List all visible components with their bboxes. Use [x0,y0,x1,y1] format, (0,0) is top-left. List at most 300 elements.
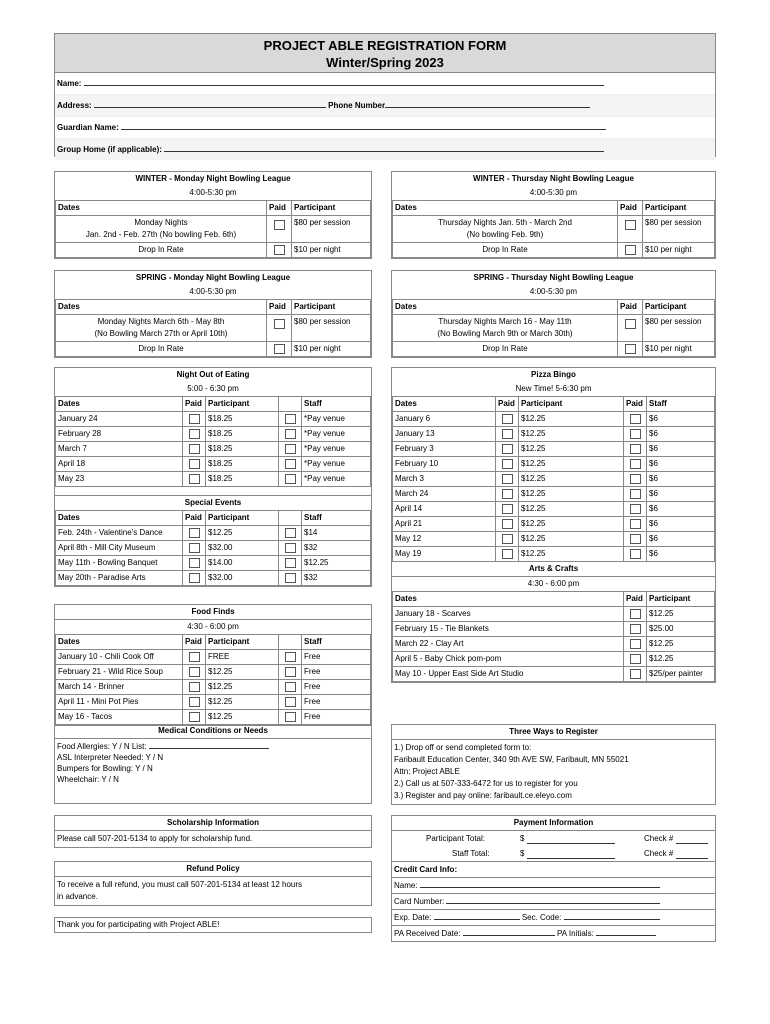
table-row [56,216,267,243]
row-date: May 11th - Bowling Banquet [56,556,183,571]
col-paid: Paid [183,397,206,412]
section-title: Scholarship Information [166,818,259,827]
refund-policy [54,861,372,906]
row-staff-price: Free [302,650,371,665]
row-participant-price: $12.25 [519,517,624,532]
row-staff-price: $6 [647,547,715,562]
row-staff-price: $6 [647,532,715,547]
paid-checkbox[interactable] [285,573,296,583]
section-title: Special Events [55,495,371,510]
row-date: February 3 [393,442,496,457]
wheelchair-line: Wheelchair: Y / N [57,775,119,784]
paid-checkbox[interactable] [274,220,285,230]
paid-checkbox[interactable] [285,712,296,722]
table-row [393,547,715,562]
paid-checkbox[interactable] [285,558,296,568]
row-participant-price: $12.25 [519,487,624,502]
col-paid: Paid [267,300,292,315]
paid-checkbox[interactable] [285,429,296,439]
paid-checkbox[interactable] [285,652,296,662]
row-date: March 3 [393,472,496,487]
dollar-sign: $ [520,834,525,843]
row-participant-price: $12.25 [647,637,715,652]
table-row [393,652,715,667]
row-date: Thursday Nights March 16 - May 11th [438,317,572,326]
row-participant-price: $18.25 [206,412,279,427]
pa-initials-field[interactable] [596,926,656,936]
table-row [56,680,371,695]
table-row [56,457,371,472]
table-row [393,216,618,243]
paid-checkbox[interactable] [274,344,285,354]
col-dates: Dates [56,635,183,650]
row-staff-price: $6 [647,502,715,517]
row-date: May 10 - Upper East Side Art Studio [393,667,624,682]
table-row [393,607,715,622]
paid-checkbox[interactable] [285,682,296,692]
pa-row [392,925,715,941]
medical-conditions [54,724,372,804]
paid-checkbox[interactable] [274,319,285,329]
paid-checkbox[interactable] [189,528,200,538]
col-participant: Participant [292,201,371,216]
row-participant-price: $12.25 [519,442,624,457]
paid-checkbox[interactable] [630,459,641,469]
row-date: April 14 [393,502,496,517]
row-participant-price: $32.00 [206,541,279,556]
table-row [393,502,715,517]
form-subtitle: Winter/Spring 2023 [326,55,444,70]
row-participant-price: $12.25 [206,680,279,695]
paid-checkbox[interactable] [502,489,513,499]
col-participant: Participant [292,300,371,315]
section-time: New Time! 5-6:30 pm [515,384,592,393]
row-date: April 8th - Mill City Museum [56,541,183,556]
cc-name-row [392,877,715,893]
paid-checkbox[interactable] [502,504,513,514]
paid-checkbox[interactable] [502,519,513,529]
section-time: 4:30 - 6:00 pm [392,576,715,591]
row-date: Monday Nights March 6th - May 8th [97,317,225,326]
paid-checkbox[interactable] [630,504,641,514]
paid-checkbox[interactable] [285,543,296,553]
paid-checkbox[interactable] [630,474,641,484]
col-paid: Paid [496,397,519,412]
register-step-3: 3.) Register and pay online: faribault.ce.eleyo.com [394,791,572,800]
row-staff-price: $32 [302,571,371,586]
row-participant-price: $18.25 [206,442,279,457]
col-paid: Paid [624,397,647,412]
paid-checkbox[interactable] [285,414,296,424]
col-paid: Paid [267,201,292,216]
participant-total-label: Participant Total: [426,834,485,843]
row-participant-price: $12.25 [519,457,624,472]
group-home-label: Group Home (if applicable): [57,145,162,154]
row-staff-price: *Pay venue [302,427,371,442]
row-price: $10 per night [292,243,371,258]
pizza-bingo [391,367,716,683]
paid-checkbox[interactable] [625,344,636,354]
paid-checkbox[interactable] [285,474,296,484]
paid-checkbox[interactable] [189,429,200,439]
row-participant-price: $12.25 [519,412,624,427]
row-staff-price: *Pay venue [302,457,371,472]
row-date: April 11 - Mini Pot Pies [56,695,183,710]
row-participant-price: $12.25 [519,532,624,547]
dollar-sign: $ [520,849,525,858]
section-title: Arts & Crafts [528,564,579,573]
paid-checkbox[interactable] [189,558,200,568]
row-date-note: (No Bowling March 27th or April 10th) [94,329,228,338]
table-row [56,695,371,710]
payment-info [391,815,716,942]
section-time: 4:00-5:30 pm [189,188,237,197]
address-row [55,95,715,117]
row-date: February 10 [393,457,496,472]
refund-text: To receive a full refund, you must call 507-201-5134 at least 12 hours [57,880,303,889]
section-title: Medical Conditions or Needs [158,726,268,735]
row-date: May 12 [393,532,496,547]
blank-col [279,511,302,526]
row-date: April 21 [393,517,496,532]
asl-line: ASL Interpreter Needed: Y / N [57,753,164,762]
paid-checkbox[interactable] [502,414,513,424]
scholarship-text: Please call 507-201-5134 to apply for scholarship fund. [55,830,371,847]
row-date: Monday Nights [134,218,188,227]
paid-checkbox[interactable] [630,624,641,634]
paid-checkbox[interactable] [630,609,641,619]
register-step-2: 2.) Call us at 507-333-6472 for us to register for you [394,779,578,788]
check-number-label: Check # [644,849,674,858]
paid-checkbox[interactable] [189,543,200,553]
col-staff: Staff [647,397,715,412]
row-date: February 28 [56,427,183,442]
paid-checkbox[interactable] [502,549,513,559]
section-title: WINTER - Thursday Night Bowling League [473,174,634,183]
row-date: March 22 - Clay Art [393,637,624,652]
row-date-note: Jan. 2nd - Feb. 27th (No bowling Feb. 6th) [85,230,237,239]
name-row [55,73,715,95]
row-date: March 7 [56,442,183,457]
paid-checkbox[interactable] [630,669,641,679]
table-row [393,412,715,427]
check-number-field[interactable] [676,848,708,859]
row-staff-price: *Pay venue [302,412,371,427]
row-participant-price: $12.25 [519,547,624,562]
row-price: $10 per night [643,342,715,357]
paid-checkbox[interactable] [274,245,285,255]
cc-number-row [392,893,715,909]
section-title: SPRING - Monday Night Bowling League [135,273,291,282]
scholarship-info [54,815,372,848]
col-participant: Participant [206,511,279,526]
thank-you-note: Thank you for participating with Project ABLE! [54,917,372,933]
paid-checkbox[interactable] [630,639,641,649]
table-row [393,517,715,532]
staff-total-label: Staff Total: [452,849,490,858]
table-row [393,487,715,502]
table-row [56,442,371,457]
paid-checkbox[interactable] [630,549,641,559]
register-attn: Attn: Project ABLE [394,767,460,776]
paid-checkbox[interactable] [502,459,513,469]
section-time: 4:00-5:30 pm [189,287,237,296]
night-out-eating [54,367,372,587]
row-participant-price: $12.25 [206,665,279,680]
name-label: Name: [57,79,82,88]
row-participant-price: $12.25 [519,502,624,517]
form-title-banner [54,33,716,73]
row-participant-price: $12.25 [206,695,279,710]
table-row [56,526,371,541]
paid-checkbox[interactable] [630,444,641,454]
food-allergies-line[interactable] [57,741,369,752]
row-price: $10 per night [643,243,715,258]
table-row [393,532,715,547]
row-staff-price: $6 [647,442,715,457]
paid-checkbox[interactable] [285,444,296,454]
address-field[interactable] [94,97,326,108]
col-staff: Staff [302,511,371,526]
col-participant: Participant [206,397,279,412]
section-title: SPRING - Thursday Night Bowling League [473,273,634,282]
row-staff-price: $6 [647,517,715,532]
col-dates: Dates [56,201,267,216]
table-row [393,637,715,652]
col-dates: Dates [393,592,624,607]
section-title: Night Out of Eating [176,370,250,379]
refund-text-2: in advance. [57,892,98,901]
col-paid: Paid [618,300,643,315]
paid-checkbox[interactable] [189,682,200,692]
row-staff-price: $6 [647,472,715,487]
paid-checkbox[interactable] [625,319,636,329]
participant-total-field[interactable] [527,833,615,844]
credit-card-label: Credit Card Info: [392,861,715,877]
paid-checkbox[interactable] [502,429,513,439]
paid-checkbox[interactable] [502,444,513,454]
col-participant: Participant [206,635,279,650]
staff-total-row [392,846,715,861]
contact-info-section [54,73,716,157]
paid-checkbox[interactable] [625,245,636,255]
row-participant-price: $18.25 [206,457,279,472]
table-row [56,541,371,556]
table-row [56,571,371,586]
paid-checkbox[interactable] [630,489,641,499]
food-finds [54,604,372,726]
paid-checkbox[interactable] [189,712,200,722]
row-date-note: (No bowling Feb. 9th) [466,230,544,239]
row-price: $80 per session [643,216,715,243]
paid-checkbox[interactable] [285,667,296,677]
row-date: May 19 [393,547,496,562]
row-participant-price: $12.25 [647,607,715,622]
section-title: Three Ways to Register [509,727,598,736]
cc-exp-row [392,909,715,925]
paid-checkbox[interactable] [189,459,200,469]
row-date: January 6 [393,412,496,427]
section-time: 4:30 - 6:00 pm [55,619,371,634]
row-staff-price: $6 [647,487,715,502]
check-number-field[interactable] [676,833,708,844]
row-date: May 23 [56,472,183,487]
check-number-label: Check # [644,834,674,843]
paid-checkbox[interactable] [189,697,200,707]
col-paid: Paid [618,201,643,216]
col-dates: Dates [56,300,267,315]
row-participant-price: $18.25 [206,427,279,442]
paid-checkbox[interactable] [630,534,641,544]
col-paid: Paid [624,592,647,607]
row-participant-price: $25.00 [647,622,715,637]
row-price: $80 per session [643,315,715,342]
paid-checkbox[interactable] [189,444,200,454]
staff-total-field[interactable] [527,848,615,859]
col-dates: Dates [56,397,183,412]
blank-col [279,397,302,412]
row-staff-price: $32 [302,541,371,556]
row-price: $80 per session [292,315,371,342]
pa-initials-label: PA Initials: [557,929,594,938]
section-time: 4:00-5:30 pm [529,287,578,296]
row-participant-price: $12.25 [206,526,279,541]
paid-checkbox[interactable] [630,414,641,424]
col-participant: Participant [647,592,715,607]
col-dates: Dates [393,397,496,412]
paid-checkbox[interactable] [502,534,513,544]
row-participant-price: $12.25 [519,427,624,442]
form-title: PROJECT ABLE REGISTRATION FORM [263,38,507,53]
row-date: May 20th - Paradise Arts [56,571,183,586]
col-participant: Participant [643,300,715,315]
table-row [56,710,371,725]
paid-checkbox[interactable] [189,667,200,677]
row-staff-price: $12.25 [302,556,371,571]
col-paid: Paid [183,511,206,526]
col-participant: Participant [519,397,624,412]
winter-monday-bowling [54,171,372,259]
paid-checkbox[interactable] [630,429,641,439]
register-step-1: 1.) Drop off or send completed form to: [394,743,532,752]
row-date: Thursday Nights Jan. 5th - March 2nd [438,218,572,227]
name-field[interactable] [84,75,604,86]
col-participant: Participant [643,201,715,216]
three-ways-register [391,724,716,805]
paid-checkbox[interactable] [630,519,641,529]
col-dates: Dates [56,511,183,526]
row-staff-price: Free [302,665,371,680]
paid-checkbox[interactable] [189,414,200,424]
sec-code-field[interactable] [564,910,660,920]
cc-number-field[interactable] [446,894,660,904]
section-title: Pizza Bingo [531,370,576,379]
row-price: $10 per night [292,342,371,357]
row-staff-price: $6 [647,427,715,442]
row-date: May 16 - Tacos [56,710,183,725]
row-staff-price: $14 [302,526,371,541]
register-address: Faribault Education Center, 340 9th AVE SW, Faribault, MN 55021 [394,755,629,764]
table-row [393,315,618,342]
paid-checkbox[interactable] [285,459,296,469]
exp-date-field[interactable] [434,910,520,920]
row-participant-price: $14.00 [206,556,279,571]
table-row [393,427,715,442]
table-row [393,667,715,682]
row-date-note: (No Bowling March 9th or March 30th) [437,329,573,338]
spring-thursday-bowling [391,270,716,358]
section-title: Payment Information [513,818,594,827]
phone-field[interactable] [385,97,590,108]
guardian-label: Guardian Name: [57,123,119,132]
cc-name-label: Name: [394,881,418,890]
row-date: Drop In Rate [393,342,618,357]
section-time: 4:00-5:30 pm [529,188,578,197]
row-staff-price: $6 [647,412,715,427]
row-staff-price: *Pay venue [302,442,371,457]
section-title: Refund Policy [186,864,240,873]
col-staff: Staff [302,635,371,650]
row-staff-price: $6 [647,457,715,472]
paid-checkbox[interactable] [502,474,513,484]
section-title: Food Finds [191,607,235,616]
paid-checkbox[interactable] [189,573,200,583]
row-participant-price: $25/per painter [647,667,715,682]
section-time: 5:00 - 6:30 pm [187,384,239,393]
col-dates: Dates [393,300,618,315]
pa-date-field[interactable] [463,926,555,936]
row-date: Drop In Rate [56,342,267,357]
row-staff-price: Free [302,680,371,695]
col-paid: Paid [183,635,206,650]
row-participant-price: $32.00 [206,571,279,586]
guardian-field[interactable] [121,119,606,130]
paid-checkbox[interactable] [285,697,296,707]
spring-monday-bowling [54,270,372,358]
paid-checkbox[interactable] [189,652,200,662]
cc-name-field[interactable] [420,878,660,888]
row-participant-price: $12.25 [519,472,624,487]
table-row [56,472,371,487]
row-participant-price: $18.25 [206,472,279,487]
paid-checkbox[interactable] [189,474,200,484]
row-date: April 18 [56,457,183,472]
cc-number-label: Card Number: [394,897,445,906]
paid-checkbox[interactable] [630,654,641,664]
group-home-row [55,139,715,160]
row-date: March 24 [393,487,496,502]
pa-date-label: PA Received Date: [394,929,461,938]
row-date: Drop In Rate [393,243,618,258]
table-row [393,472,715,487]
paid-checkbox[interactable] [285,528,296,538]
row-participant-price: $12.25 [206,710,279,725]
row-staff-price: *Pay venue [302,472,371,487]
paid-checkbox[interactable] [625,220,636,230]
participant-total-row [392,831,715,846]
row-price: $80 per session [292,216,371,243]
row-staff-price: Free [302,710,371,725]
row-date: April 5 - Baby Chick pom-pom [393,652,624,667]
guardian-row [55,117,715,139]
row-staff-price: Free [302,695,371,710]
row-date: March 14 - Brinner [56,680,183,695]
table-row [56,427,371,442]
phone-label: Phone Number [328,101,386,110]
group-home-field[interactable] [164,141,604,152]
row-date: Drop In Rate [56,243,267,258]
table-row [56,665,371,680]
